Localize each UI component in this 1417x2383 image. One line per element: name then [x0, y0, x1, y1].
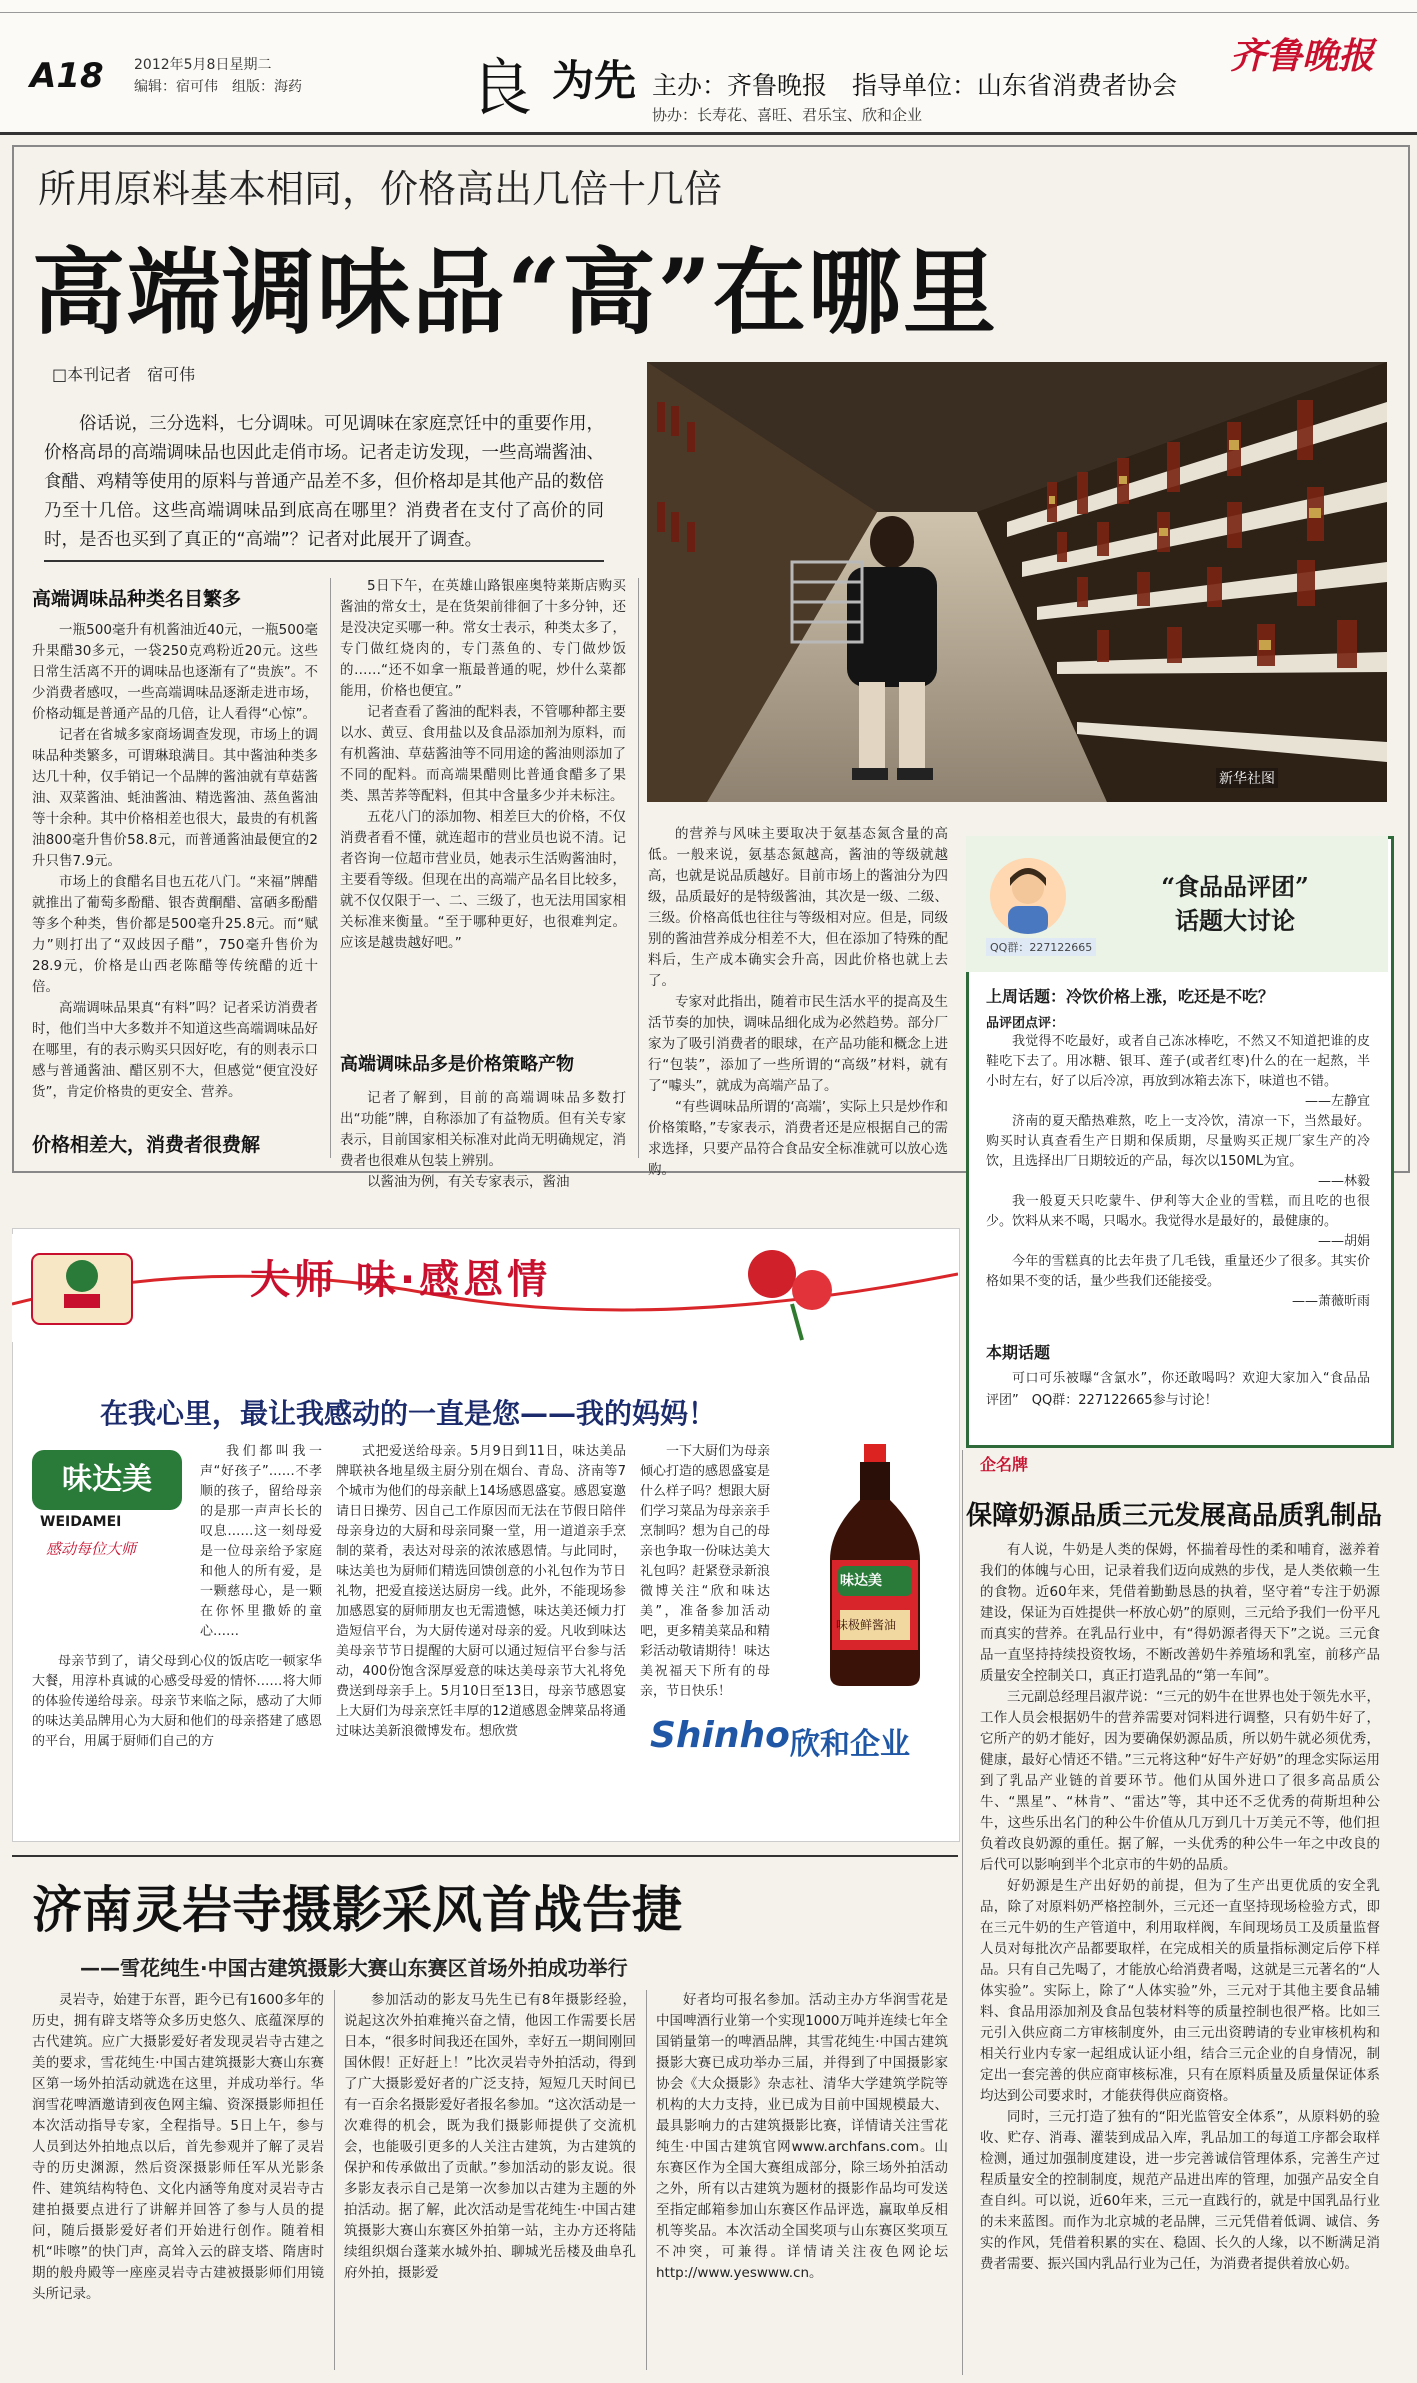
shinho-logo: Shinho	[650, 1715, 790, 1756]
co-organizers: 协办：长寿花、喜旺、君乐宝、欣和企业	[652, 106, 923, 124]
forum-comments: 我觉得不吃最好，或者自己冻冰棒吃，不然又不知道把谁的皮鞋吃下去了。用冰糖、银耳、莲子(或者红枣)什么的在一起熬，半小时左右，好了以后冷凉，再放到冰箱去冻下，味道也不错。 ——左静宜 济南的夏天酷热难熬，吃上一支冷饮，清凉一下，当然最好。购买时认真查看生产日期和保质期，尽量购买正规厂家生产的冷饮，且选择出厂日期较近的产品，每次以150ML为宜。 ——林毅 我一般夏天只吃蒙牛、伊利等大企业的雪糕，而且吃的也很少。饮料从来不喝，只喝水。我觉得水是最好的，最健康的。 ——胡娟 今年的雪糕真的比去年贵了几毛钱，重量还少了很多。其实价格如果不变的话，量少些我们还能接受。 ——萧薇昕雨	[986, 1032, 1370, 1312]
bottle-sublabel: 味极鲜酱油	[836, 1618, 897, 1632]
newspaper-brand: 齐鲁晚报	[1230, 35, 1375, 77]
brand-tagline: 感动每位大师	[46, 1540, 137, 1558]
right-headline: 保障奶源品质三元发展高品质乳制品	[966, 1501, 1383, 1531]
subhead-variety: 高端调味品种类名目繁多	[32, 588, 242, 610]
ad-col3: 一下大厨们为母亲倾心打造的感恩盛宴是什么样子吗？想跟大厨们学习菜品为母亲亲手烹制吗？想为自己的母亲也争取一份味达美大礼包吗？赶紧登录新浪微博关注“欣和味达美”，准备参加活动吧，更多精美菜品和精彩活动敬请期待！味达美祝福天下所有的母亲，节日快乐！	[640, 1444, 771, 1699]
page-number: A18	[30, 56, 104, 96]
feature-col3: 的营养与风味主要取决于氨基态氮含量的高低。一般来说，氨基态氮越高，酱油的等级就越高，也就是说品质越好。目前市场上的酱油分为四级，品质最好的是特级酱油，其次是一级、二级、三级。价格高低也往往与等级相对应。但是，同级别的酱油营养成分相差不大，但在添加了特殊的配料后，生产成本确实会升高，因此价格也就上去了。 专家对此指出，随着市民生活水平的提高及生活节奏的加快，调味品细化成为必然趋势。部分厂家为了吸引消费者的眼球，在产品功能和概念上进行“包装”，添加了一些所谓的“高级”材料，就有了“噱头”，就成为高端产品了。 “有些调味品所谓的‘高端’，实际上只是炒作和价格策略，”专家表示，消费者还是应根据自己的需求选择，只要产品符合食品安全标准就可以放心选购。	[648, 826, 948, 1178]
feature-kicker: 所用原料基本相同，价格高出几倍十几倍	[38, 167, 723, 211]
column-rule	[334, 1990, 335, 2370]
forum-title: “食品品评团” 话题大讨论	[1161, 872, 1309, 935]
feature-col2: 5日下午，在英雄山路银座奥特莱斯店购买酱油的常女士，是在货架前徘徊了十多分钟，还是没决定买哪一种。常女士表示，种类太多了，专门做红烧肉的，专门蒸鱼的、专门做炒饭的……“还不如拿一瓶最普通的呢，炒什么菜都能用，价格也便宜。” 记者查看了酱油的配料表，不管哪种都主要以水、黄豆、食用盐以及食品添加剂为原料，而有机酱油、草菇酱油等不同用途的酱油则添加了不同的配料。而高端果醋则比普通食醋多了果类、黑苦荞等配料，但其中含量多少并未标注。 五花八门的添加物、相差巨大的价格，不仅消费者看不懂，就连超市的营业员也说不清。记者咨询一位超市营业员，她表示生活购酱油时，主要看等级。但现在出的高端产品名目比较多，就不仅仅限于一、二、三级了，也无法用国家相关标准来衡量。“至于哪种更好，也很难判定。应该是越贵越好吧。”	[340, 578, 626, 951]
column-rule	[962, 1450, 963, 2375]
column-rule	[646, 1990, 647, 2370]
column-logo-weixian: 为先	[552, 56, 637, 105]
ad-col1: 母亲节到了，请父母到心仪的饭店吃一顿家华大餐，用淳朴真诚的心感受母爱的情怀……将大师的体验传递给母亲。母亲节来临之际，感动了大师的味达美品牌用心为大厨和他们的母亲搭建了感恩的平台，用属于厨师们自己的方	[32, 1654, 322, 1749]
comment-signature: ——萧薇昕雨	[1291, 1294, 1370, 1309]
supermarket-aisle-illustration	[647, 362, 1387, 802]
header-top-rule	[0, 12, 1417, 13]
photo-caption: 新华社图	[1216, 768, 1278, 788]
ad-slogan: 在我心里，最让我感动的一直是您——我的妈妈！	[100, 1397, 717, 1430]
comment-signature: ——林毅	[1317, 1174, 1370, 1189]
right-article-body: 有人说，牛奶是人类的保姆，怀揣着母性的柔和哺育，滋养着我们的体魄与心田，记录着我们迈向成熟的步伐，是人类依赖一生的食物。近60年来，凭借着勤勤恳恳的执着，坚守着“专注于奶源建设，保证为百姓提供一杯放心奶”的原则，三元给予我们一份平凡而真实的营养。在乳品行业中，有“得奶源者得天下”之说。三元食品一直坚持持续投资牧场，不断改善奶牛养殖场和乳室，前移产品质量安全控制关口，真正打造乳品的“第一车间”。 三元副总经理吕淑芹说：“三元的奶牛在世界也处于领先水平，工作人员会根据奶牛的营养需要对饲料进行调整，只有奶牛好了，它所产的奶才能好，因为要确保奶源品质，所以奶牛就必须优秀，健康，最好心情还不错。”三元将这种“好牛产好奶”的理念实际运用到了乳品产业链的首要环节。他们从国外进口了很多高品质公牛、“黑星”、“林肯”、“雷达”等，其中还不乏优秀的荷斯坦种公牛，这些乐出名门的种公牛价值从几万到几十万美元不等，他们担负着改良奶源的重任。据了解，一头优秀的种公牛一年之中改良的后代可以影响到半个北京市的牛奶的品质。 好奶源是生产出好奶的前提，但为了生产出更优质的安全乳品，除了对原料奶严格控制外，三元还一直坚持现场检验方式，即在三元牛奶的生产管道中，利用取样阀，车间现场员工及质量监督人员对每批次产品都要取样，在完成相关的质量指标测定后停下样品。只有自己先喝了，才能放心给消费者喝，这就是三元著名的“人体实验”。实际上，除了“人体实验”外，三元对于其他主要食品辅料、食品用添加剂及食品包装材料等的质量控制也很严格。比如三元引入供应商二方审核制度外，由三元出资聘请的专业审核机构和相关行业内专家一起组成认证小组，结合三元企业的自身情况，制定出一套完善的供应商审核标准，只有在原料质量及质量保证体系均达到公司要求时，才能获得供应商资格。 同时，三元打造了独有的“阳光监管安全体系”，从原料奶的验收、贮存、消毒、灌装到成品入库，乳品加工的每道工序都会取样检测，通过加强制度建设，进一步完善诚信管理体系，完善生产过程质量安全的控制制度，规范产品进出库的管理，加强产品安全自查自纠。可以说，近60年来，三元一直践行的，就是中国乳品行业的未来蓝图。而作为北京城的老品牌，三元凭借着低调、诚信、务实的作风，凭借着积累的实在、稳固、长久的人缘，以不断满足消费者需要、振兴国内乳品行业为己任，为消费者提供着放心奶。	[980, 1542, 1380, 2272]
sponsor-line: 主办：齐鲁晚报 指导单位：山东省消费者协会	[652, 71, 1178, 100]
bottom-subtitle: ——雪花纯生·中国古建筑摄影大赛山东赛区首场外拍成功举行	[80, 1956, 628, 1980]
subhead-pricing-strategy: 高端调味品多是价格策略产物	[340, 1054, 574, 1075]
bottom-divider	[12, 1855, 958, 1857]
issue-date: 2012年5月8日星期二	[134, 57, 272, 73]
section-tag: 企名牌	[980, 1455, 1029, 1474]
comment-signature: ——左静宜	[1304, 1094, 1370, 1109]
bottom-col2: 参加活动的影友马先生已有8年摄影经验，说起这次外拍难掩兴奋之情，他因工作需要长居日本，“很多时间我还在国外，幸好五一期间刚回国休假！正好赶上！”比次灵岩寺外拍活动，得到了广大摄影爱好者的广泛支持，短短几天时间已有一百余名摄影爱好者报名参加。“这次活动是一次难得的机会，既为我们摄影师提供了交流机会，也能吸引更多的人关注古建筑，为古建筑的保护和传承做出了贡献。”参加活动的影友说。很多影友表示自己是第一次参加以古建为主题的外拍活动。据了解，此次活动是雪花纯生·中国古建筑摄影大赛山东赛区外拍第一站，主办方还将陆续组织烟台蓬莱水城外拍、聊城光岳楼及曲阜孔府外拍，摄影爱	[344, 1992, 636, 2281]
forum-this-topic-text: 可口可乐被曝“含氯水”，你还敢喝吗？欢迎大家加入“食品品评团” QQ群：227122665参与讨论！	[986, 1371, 1370, 1408]
lead-divider	[44, 560, 604, 562]
subhead-price-gap: 价格相差大，消费者很费解	[32, 1134, 261, 1156]
feature-lead: 俗话说，三分选料，七分调味。可见调味在家庭烹饪中的重要作用，价格高昂的高端调味品也因此走俏市场。记者走访发现，一些高端酱油、食醋、鸡精等使用的原料与普通产品差不多，但价格却是其他产品的数倍乃至十几倍。这些高端调味品到底高在哪里？消费者在支付了高价的同时，是否也买到了真正的“高端”？记者对此展开了调查。	[44, 414, 604, 550]
soy-sauce-bottle	[800, 1440, 950, 1690]
supermarket-photo	[647, 362, 1387, 802]
feature-byline: □本刊记者 宿可伟	[52, 365, 196, 384]
ad-col2: 式把爱送给母亲。5月9日到11日，味达美品牌联袂各地星级主厨分别在烟台、青岛、济南等7个城市为他们的母亲献上14场感恩盛宴。感恩宴邀请日日操劳、因自己工作原因而无法在节假日陪伴母亲身边的大厨和母亲同聚一堂，用一道道亲手烹制的菜肴，表达对母亲的浓浓感恩情。与此同时，味达美也为厨师们精选回馈创意的小礼包作为节日礼物，把爱直接送达厨房一线。此外，不能现场参加感恩宴的厨师朋友也无需遗憾，味达美还倾力打造短信平台，为大厨传递对母亲的爱。凡收到味达美母亲节节日提醒的大厨可以通过短信平台参与活动，400份饱含深厚爱意的味达美母亲节大礼将免费送到母亲手上。5月10日至13日，母亲节感恩宴上大厨们为母亲烹饪丰厚的12道感恩金牌菜品将通过味达美新浪微博发布。想欣赏	[336, 1444, 626, 1739]
feature-col2-cont: 记者了解到，目前的高端调味品多数打出“功能”牌，自称添加了有益物质。但有关专家表示，目前国家相关标准对此尚无明确规定，消费者也很难从包装上辨别。 以酱油为例，有关专家表示，酱油	[340, 1090, 626, 1190]
person-avatar-icon	[990, 858, 1066, 934]
bottom-headline: 济南灵岩寺摄影采风首战告捷	[32, 1880, 682, 1939]
editor-credits: 编辑：宿可伟 组版：海药	[134, 79, 302, 95]
bottom-col3: 好者均可报名参加。活动主办方华润雪花是中国啤酒行业第一个实现1000万吨并连续七年全国销量第一的啤酒品牌，其雪花纯生·中国古建筑摄影大赛已成功举办三届，并得到了中国摄影家协会《大众摄影》杂志社、清华大学建筑学院等机构的大力支持，业已成为目前中国规模最大、最具影响力的古建筑摄影比赛，详情请关注雪花纯生·中国古建筑官网www.archfans.com。山东赛区作为全国大赛组成部分，除三场外拍活动之外，所有以古建筑为题材的摄影作品均可发送至指定邮箱参加山东赛区作品评选，赢取单反相机等奖品。本次活动全国奖项与山东赛区奖项互不冲突，可兼得。详情请关注夜色网论坛http://www.yeswww.cn。	[656, 1992, 948, 2281]
forum-qq-badge: QQ群：227122665	[986, 938, 1096, 956]
ad-title: 大师 味·感恩情	[250, 1257, 552, 1303]
brand-en: WEIDAMEI	[40, 1514, 122, 1530]
feature-col1: 一瓶500毫升有机酱油近40元，一瓶500毫升果醋30多元，一袋250克鸡粉近20元。这些日常生活离不开的调味品也逐渐有了“贵族”。不少消费者感叹，一些高端调味品逐渐走进市场，价格动辄是普通产品的几倍，让人看得“心惊”。 记者在省城多家商场调查发现，市场上的调味品种类繁多，可谓琳琅满目。其中酱油种类多达几十种，仅手销记一个品牌的酱油就有草菇酱油、双菜酱油、蚝油酱油、精选酱油、蒸鱼酱油等十余种。其中价格相差也很大，最贵的有机酱油800毫升售价58.8元，而普通酱油最便宜的2升只售7.9元。 市场上的食醋名目也五花八门。“来福”牌醋就推出了葡萄多酚醋、银杏黄酮醋、富硒多酚醋等多个种类，售价都是500毫升25.8元。而“赋力”则打出了“双歧因子醋”，750毫升售价为28.9元，价格是山西老陈醋等传统醋的近十倍。 高端调味品果真“有料”吗？记者采访消费者时，他们当中大多数并不知道这些高端调味品好在哪里，有的表示购买只因好吃，有的则表示口感与普通酱油、醋区别不大，但感觉“便宜没好货”，肯定价格贵的更安全、营养。	[32, 622, 318, 1100]
column-rule	[638, 578, 639, 1158]
comment-signature: ——胡娟	[1317, 1234, 1370, 1249]
bottom-col1: 灵岩寺，始建于东晋，距今已有1600多年的历史，拥有辟支塔等众多历史悠久、底蕴深厚的古代建筑。应广大摄影爱好者发现灵岩寺古建之美的要求，雪花纯生·中国古建筑摄影大赛山东赛区第一场外拍活动就选在这里，并成功举行。华润雪花啤酒邀请到夜色网主编、资深摄影师担任本次活动指导专家，全程指导。5日上午，参与人员到达外拍地点以后，首先参观并了解了灵岩寺的历史渊源，然后资深摄影师任军从光影条件、建筑结构特色、文化内涵等角度对灵岩寺古建拍摄要点进行了讲解并回答了参与人员的提问，随后摄影爱好者们开始进行创作。随着相机“咔嚓”的快门声，高耸入云的辟支塔、隋唐时期的般舟殿等一座座灵岩寺古建被摄影师们用镜头所记录。	[32, 1992, 324, 2302]
company-name: 欣和企业	[790, 1727, 910, 1762]
column-logo-liang: 良	[470, 51, 533, 124]
ad-col1-top: 我们都叫我一声“好孩子”……不孝顺的孩子，留给母亲的是那一声声长长的叹息……这一刻母爱是一位母亲给予家庭和他人的所有爱，是一颗慈母心，是一颗在你怀里撒娇的童心……	[200, 1444, 322, 1639]
bottle-label: 味达美	[840, 1573, 882, 1589]
forum-last-topic: 上周话题：冷饮价格上涨，吃还是不吃？	[986, 987, 1275, 1006]
column-rule	[330, 578, 331, 1158]
avatar	[990, 858, 1066, 934]
forum-this-topic: 本期话题	[986, 1343, 1051, 1362]
feature-headline: 高端调味品“高”在哪里	[32, 238, 998, 347]
brand-logo: 味达美	[32, 1450, 182, 1510]
bottle-illustration	[800, 1440, 950, 1690]
forum-comment-label: 品评团点评：	[986, 1016, 1065, 1031]
